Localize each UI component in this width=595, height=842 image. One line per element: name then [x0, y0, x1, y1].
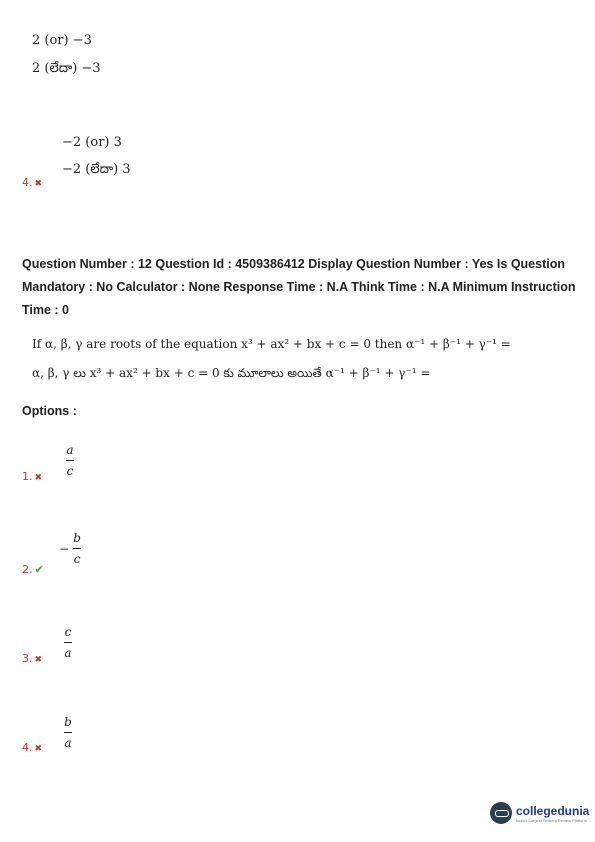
incorrect-icon: ✖: [34, 655, 43, 665]
fraction-bar: [73, 548, 81, 549]
fraction: [73, 531, 81, 566]
incorrect-icon: ✖: [34, 744, 43, 754]
option-4-value[interactable]: [64, 711, 72, 750]
fraction: [64, 625, 72, 660]
prev-option3-line-te: 2 (లేదా) −3: [32, 61, 101, 76]
option-number-label: 4.: [22, 741, 33, 754]
prev-option4-line-en: −2 (or) 3: [62, 135, 122, 150]
numerator: c: [64, 625, 72, 639]
numerator: b: [73, 531, 81, 545]
denominator: c: [73, 552, 81, 566]
option-3-number: [22, 652, 42, 665]
logo-name: collegedunia: [516, 803, 590, 818]
fraction: [64, 715, 72, 750]
options-label: Options :: [22, 404, 77, 418]
minus-sign: −: [59, 541, 70, 556]
option-number-label: 3.: [22, 652, 33, 665]
option-number-label: 1.: [22, 470, 33, 483]
numerator: a: [66, 443, 74, 457]
option-number-label: 2.: [22, 563, 33, 576]
logo-tagline: India's Largest Student Review Platform: [516, 817, 588, 823]
denominator: a: [64, 646, 72, 660]
denominator: c: [66, 464, 74, 478]
mascot-icon: [490, 802, 512, 824]
fraction-bar: [64, 732, 72, 733]
question-meta: Question Number : 12 Question Id : 4509386412 Display Question Number : Yes Is Question Mandatory : No Calculator : None Response Time : N.A Think Time : N.A Minimum Instruction Time : 0: [22, 257, 576, 317]
correct-check-icon: ✔: [34, 563, 44, 576]
option-number-label: 4.: [22, 176, 33, 189]
prev-option4-number: [22, 176, 42, 189]
prev-option4-line-te: −2 (లేదా) 3: [62, 162, 131, 177]
option-1-number: [22, 470, 42, 483]
question-text-te: α, β, γ లు x³ + ax² + bx + c = 0 కు మూలాలు అయితే α⁻¹ + β⁻¹ + γ⁻¹ =: [32, 366, 431, 380]
option-2-value[interactable]: [59, 531, 81, 566]
incorrect-icon: ✖: [34, 179, 43, 189]
option-1-value[interactable]: [66, 439, 74, 478]
option-2-number: [22, 563, 44, 576]
denominator: a: [64, 736, 72, 750]
collegedunia-logo: [490, 802, 589, 824]
fraction-bar: [64, 642, 72, 643]
logo-text-group: [516, 804, 589, 823]
option-4-number: [22, 741, 42, 754]
question-text-en: If α, β, γ are roots of the equation x³ + ax² + bx + c = 0 then α⁻¹ + β⁻¹ + γ⁻¹ =: [32, 337, 511, 351]
fraction: [66, 443, 74, 478]
fraction-bar: [66, 460, 74, 461]
option-3-value[interactable]: [64, 621, 72, 660]
numerator: b: [64, 715, 72, 729]
incorrect-icon: ✖: [34, 473, 43, 483]
prev-option3-line-en: 2 (or) −3: [32, 33, 92, 48]
